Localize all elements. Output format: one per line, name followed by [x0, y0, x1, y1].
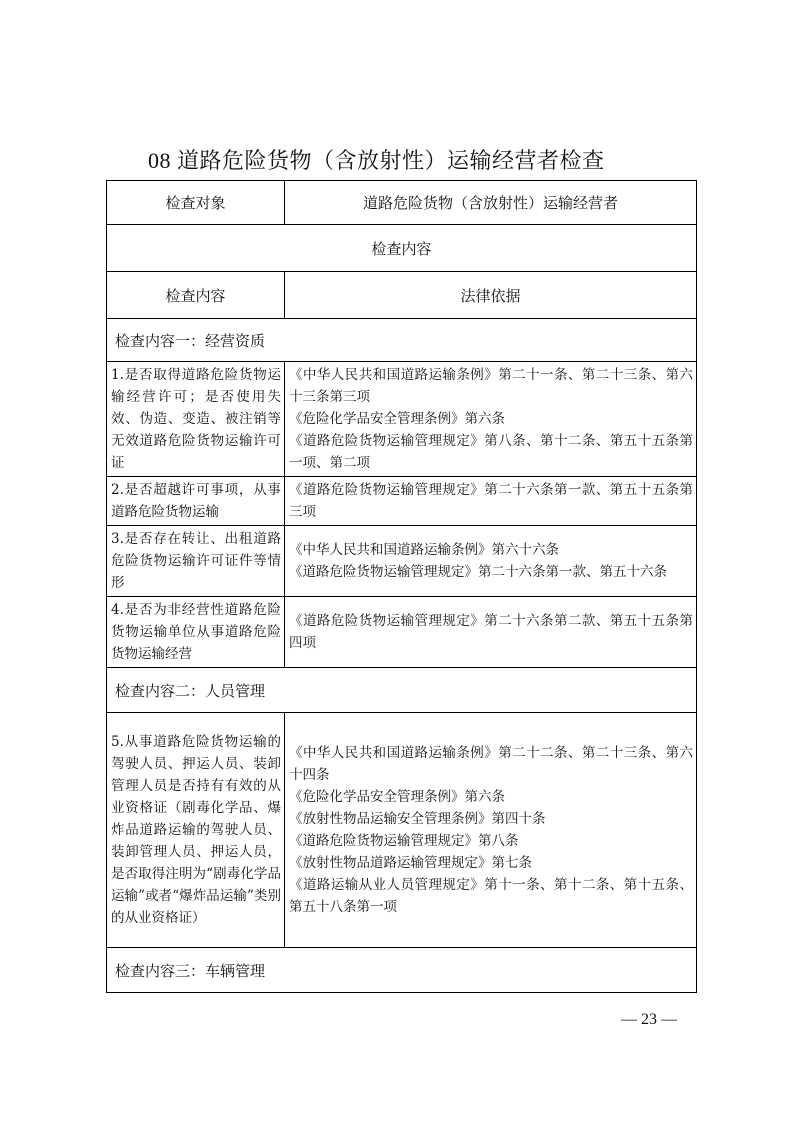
- table-row: [107, 477, 697, 526]
- table-row: [107, 597, 697, 668]
- check-item: 1.是否取得道路危险货物运输经营许可；是否使用失效、伪造、变造、被注销等无效道路危险货物运输许可证: [107, 362, 285, 477]
- legal-basis: [285, 713, 697, 948]
- basis-line: 《中华人民共和国道路运输条例》第二十二条、第二十三条、第六十四条: [289, 745, 693, 783]
- section-title: 检查内容二：人员管理: [107, 668, 697, 713]
- title-text: 道路危险货物（含放射性）运输经营者检查: [177, 149, 605, 174]
- basis-line: 《危险化学品安全管理条例》第六条: [289, 411, 505, 427]
- table-row: [107, 713, 697, 948]
- basis-line: 《道路危险货物运输管理规定》第二十六条第一款、第五十五条第三项: [289, 482, 693, 520]
- check-item: 5.从事道路危险货物运输的驾驶人员、押运人员、装卸管理人员是否持有有效的从业资格证（剧毒化学品、爆炸品道路运输的驾驶人员、装卸管理人员、押运人员，是否取得注明为“剧毒化学品运输”或者“爆炸品运输”类别的从业资格证）: [107, 713, 285, 948]
- basis-line: 《放射性物品运输安全管理条例》第四十条: [289, 811, 546, 827]
- section-row: [107, 948, 697, 993]
- check-item: 2.是否超越许可事项，从事道路危险货物运输: [107, 477, 285, 526]
- section-title: 检查内容一：经营资质: [107, 319, 697, 362]
- basis-line: 《危险化学品安全管理条例》第六条: [289, 789, 505, 805]
- section-row: [107, 668, 697, 713]
- title-number: 08: [148, 148, 171, 173]
- section-title: 检查内容三：车辆管理: [107, 948, 697, 993]
- check-item: 4.是否为非经营性道路危险货物运输单位从事道路危险货物运输经营: [107, 597, 285, 668]
- section-row: [107, 319, 697, 362]
- column-header-row: [107, 272, 697, 319]
- legal-basis: [285, 477, 697, 526]
- basis-line: 《放射性物品道路运输管理规定》第七条: [289, 855, 532, 871]
- basis-line: 《道路危险货物运输管理规定》第二十六条第二款、第五十五条第四项: [289, 613, 693, 651]
- basis-line: 《道路危险货物运输管理规定》第八条、第十二条、第五十五条第一项、第二项: [289, 433, 693, 471]
- object-value: 道路危险货物（含放射性）运输经营者: [285, 181, 697, 225]
- basis-line: 《道路运输从业人员管理规定》第十一条、第十二条、第十五条、第五十八条第一项: [289, 877, 693, 915]
- legal-basis: [285, 362, 697, 477]
- table-row: [107, 526, 697, 597]
- legal-basis: [285, 597, 697, 668]
- inspection-table: [106, 180, 697, 993]
- page-title: [148, 144, 605, 175]
- col-basis-header: 法律依据: [285, 272, 697, 319]
- basis-line: 《中华人民共和国道路运输条例》第六十六条: [289, 542, 559, 558]
- table-row: [107, 362, 697, 477]
- legal-basis: [285, 526, 697, 597]
- basis-line: 《中华人民共和国道路运输条例》第二十一条、第二十三条、第六十三条第三项: [289, 367, 693, 405]
- content-header: 检查内容: [107, 225, 697, 272]
- col-content-header: 检查内容: [107, 272, 285, 319]
- check-item: 3.是否存在转让、出租道路危险货物运输许可证件等情形: [107, 526, 285, 597]
- basis-line: 《道路危险货物运输管理规定》第八条: [289, 833, 519, 849]
- object-row: [107, 181, 697, 225]
- page-number: — 23 —: [621, 1011, 677, 1028]
- basis-line: 《道路危险货物运输管理规定》第二十六条第一款、第五十六条: [289, 564, 667, 580]
- object-label: 检查对象: [107, 181, 285, 225]
- content-header-row: [107, 225, 697, 272]
